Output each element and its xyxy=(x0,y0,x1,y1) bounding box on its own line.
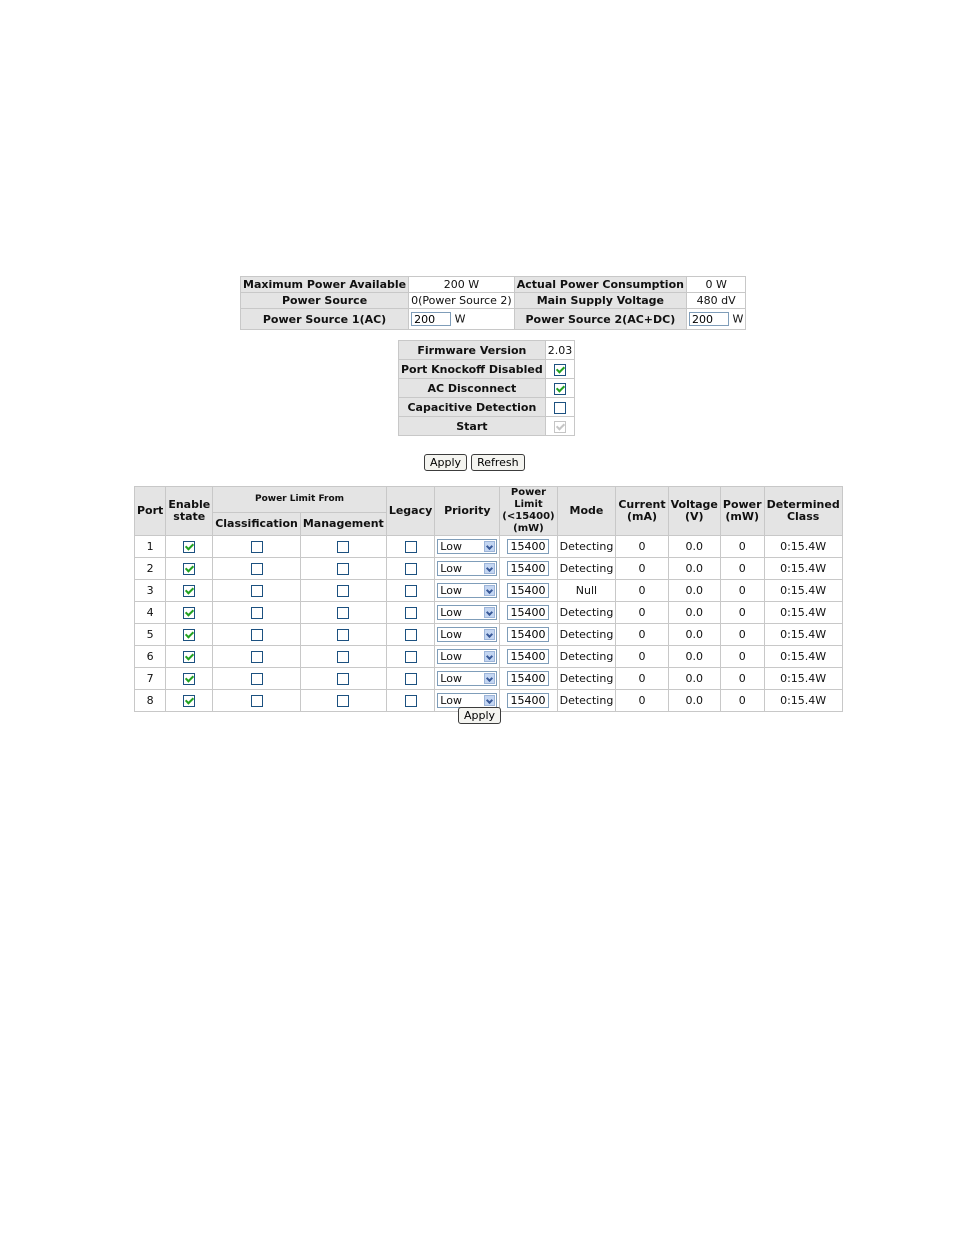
power-value: 0 xyxy=(720,536,764,558)
ps2-unit: W xyxy=(732,312,744,326)
enable-checkbox[interactable] xyxy=(183,541,195,553)
classification-checkbox[interactable] xyxy=(251,541,263,553)
power-limit-input[interactable] xyxy=(507,693,549,708)
max-power-label: Maximum Power Available xyxy=(241,277,409,293)
col-enable: Enable state xyxy=(166,487,213,536)
power-source-value: 0(Power Source 2) xyxy=(409,293,515,309)
col-legacy: Legacy xyxy=(386,487,434,536)
enable-checkbox[interactable] xyxy=(183,607,195,619)
power-source-label: Power Source xyxy=(241,293,409,309)
col-voltage: Voltage (V) xyxy=(668,487,720,536)
voltage-value: 0.0 xyxy=(668,690,720,712)
col-current: Current (mA) xyxy=(616,487,668,536)
chevron-down-icon xyxy=(484,563,495,574)
current-value: 0 xyxy=(616,646,668,668)
port-number: 5 xyxy=(135,624,166,646)
col-limit-from: Power Limit From xyxy=(213,487,387,513)
management-checkbox[interactable] xyxy=(337,673,349,685)
priority-select[interactable] xyxy=(437,561,497,576)
class-value: 0:15.4W xyxy=(764,690,842,712)
priority-select[interactable] xyxy=(437,605,497,620)
main-supply-value: 480 dV xyxy=(686,293,745,309)
ac-disconnect-label: AC Disconnect xyxy=(399,379,546,398)
priority-value: Low xyxy=(440,694,462,707)
class-value: 0:15.4W xyxy=(764,536,842,558)
chevron-down-icon xyxy=(484,629,495,640)
port-table xyxy=(134,486,843,712)
priority-select[interactable] xyxy=(437,539,497,554)
current-value: 0 xyxy=(616,690,668,712)
enable-checkbox[interactable] xyxy=(183,651,195,663)
enable-checkbox[interactable] xyxy=(183,695,195,707)
mode-value: Detecting xyxy=(557,668,616,690)
col-priority: Priority xyxy=(435,487,500,536)
legacy-checkbox[interactable] xyxy=(405,563,417,575)
voltage-value: 0.0 xyxy=(668,646,720,668)
firmware-table xyxy=(398,340,575,436)
classification-checkbox[interactable] xyxy=(251,585,263,597)
power-value: 0 xyxy=(720,690,764,712)
classification-checkbox[interactable] xyxy=(251,695,263,707)
power-limit-input[interactable] xyxy=(507,671,549,686)
current-value: 0 xyxy=(616,668,668,690)
priority-value: Low xyxy=(440,628,462,641)
priority-value: Low xyxy=(440,672,462,685)
power-limit-input[interactable] xyxy=(507,561,549,576)
knockoff-checkbox[interactable] xyxy=(554,364,566,376)
table-row xyxy=(135,580,843,602)
voltage-value: 0.0 xyxy=(668,668,720,690)
power-limit-input[interactable] xyxy=(507,627,549,642)
power-limit-input[interactable] xyxy=(507,605,549,620)
priority-select[interactable] xyxy=(437,649,497,664)
ps1-label: Power Source 1(AC) xyxy=(241,309,409,330)
voltage-value: 0.0 xyxy=(668,624,720,646)
bottom-button-group xyxy=(458,704,501,724)
port-number: 4 xyxy=(135,602,166,624)
legacy-checkbox[interactable] xyxy=(405,629,417,641)
port-number: 7 xyxy=(135,668,166,690)
class-value: 0:15.4W xyxy=(764,558,842,580)
management-checkbox[interactable] xyxy=(337,695,349,707)
ps1-cell xyxy=(409,309,515,330)
mode-value: Detecting xyxy=(557,558,616,580)
priority-value: Low xyxy=(440,584,462,597)
port-number: 6 xyxy=(135,646,166,668)
power-value: 0 xyxy=(720,668,764,690)
enable-checkbox[interactable] xyxy=(183,563,195,575)
classification-checkbox[interactable] xyxy=(251,607,263,619)
start-label: Start xyxy=(399,417,546,436)
legacy-checkbox[interactable] xyxy=(405,673,417,685)
voltage-value: 0.0 xyxy=(668,558,720,580)
main-supply-label: Main Supply Voltage xyxy=(514,293,686,309)
power-summary-table xyxy=(240,276,746,330)
class-value: 0:15.4W xyxy=(764,646,842,668)
ps2-cell xyxy=(686,309,745,330)
port-number: 1 xyxy=(135,536,166,558)
current-value: 0 xyxy=(616,558,668,580)
priority-select[interactable] xyxy=(437,627,497,642)
chevron-down-icon xyxy=(484,607,495,618)
mode-value: Detecting xyxy=(557,602,616,624)
legacy-checkbox[interactable] xyxy=(405,585,417,597)
enable-checkbox[interactable] xyxy=(183,585,195,597)
knockoff-label: Port Knockoff Disabled xyxy=(399,360,546,379)
class-value: 0:15.4W xyxy=(764,668,842,690)
firmware-version-value: 2.03 xyxy=(545,341,575,360)
capacitive-checkbox[interactable] xyxy=(554,402,566,414)
col-power-limit: Power Limit (<15400) (mW) xyxy=(500,487,557,536)
priority-select[interactable] xyxy=(437,583,497,598)
legacy-checkbox[interactable] xyxy=(405,607,417,619)
table-row xyxy=(135,624,843,646)
management-checkbox[interactable] xyxy=(337,563,349,575)
current-value: 0 xyxy=(616,580,668,602)
port-number: 8 xyxy=(135,690,166,712)
mode-value: Detecting xyxy=(557,536,616,558)
actual-consumption-value: 0 W xyxy=(686,277,745,293)
ac-disconnect-checkbox[interactable] xyxy=(554,383,566,395)
voltage-value: 0.0 xyxy=(668,602,720,624)
col-management: Management xyxy=(300,512,386,535)
firmware-version-label: Firmware Version xyxy=(399,341,546,360)
class-value: 0:15.4W xyxy=(764,624,842,646)
management-checkbox[interactable] xyxy=(337,541,349,553)
max-power-value: 200 W xyxy=(409,277,515,293)
mode-value: Detecting xyxy=(557,624,616,646)
legacy-checkbox[interactable] xyxy=(405,541,417,553)
chevron-down-icon xyxy=(484,651,495,662)
management-checkbox[interactable] xyxy=(337,651,349,663)
power-limit-input[interactable] xyxy=(507,539,549,554)
col-power: Power (mW) xyxy=(720,487,764,536)
management-checkbox[interactable] xyxy=(337,607,349,619)
apply-ports-button[interactable]: Apply xyxy=(458,707,501,724)
priority-select[interactable] xyxy=(437,671,497,686)
classification-checkbox[interactable] xyxy=(251,563,263,575)
class-value: 0:15.4W xyxy=(764,580,842,602)
col-mode: Mode xyxy=(557,487,616,536)
chevron-down-icon xyxy=(484,585,495,596)
power-value: 0 xyxy=(720,646,764,668)
current-value: 0 xyxy=(616,602,668,624)
mode-value: Detecting xyxy=(557,646,616,668)
management-checkbox[interactable] xyxy=(337,629,349,641)
classification-checkbox[interactable] xyxy=(251,673,263,685)
power-limit-input[interactable] xyxy=(507,649,549,664)
mode-value: Null xyxy=(557,580,616,602)
priority-value: Low xyxy=(440,606,462,619)
legacy-checkbox[interactable] xyxy=(405,695,417,707)
refresh-button[interactable]: Refresh xyxy=(471,454,525,471)
ps2-label: Power Source 2(AC+DC) xyxy=(514,309,686,330)
table-row xyxy=(135,558,843,580)
port-number: 3 xyxy=(135,580,166,602)
classification-checkbox[interactable] xyxy=(251,629,263,641)
voltage-value: 0.0 xyxy=(668,580,720,602)
priority-value: Low xyxy=(440,562,462,575)
ps1-unit: W xyxy=(454,312,466,326)
power-limit-input[interactable] xyxy=(507,583,549,598)
voltage-value: 0.0 xyxy=(668,536,720,558)
capacitive-label: Capacitive Detection xyxy=(399,398,546,417)
table-row xyxy=(135,602,843,624)
port-number: 2 xyxy=(135,558,166,580)
col-port: Port xyxy=(135,487,166,536)
ps2-input[interactable] xyxy=(689,312,729,326)
current-value: 0 xyxy=(616,536,668,558)
col-class: Determined Class xyxy=(764,487,842,536)
priority-value: Low xyxy=(440,540,462,553)
enable-checkbox[interactable] xyxy=(183,673,195,685)
power-value: 0 xyxy=(720,624,764,646)
mode-value: Detecting xyxy=(557,690,616,712)
power-value: 0 xyxy=(720,580,764,602)
table-row xyxy=(135,536,843,558)
table-row xyxy=(135,646,843,668)
legacy-checkbox[interactable] xyxy=(405,651,417,663)
col-classification: Classification xyxy=(213,512,301,535)
power-value: 0 xyxy=(720,558,764,580)
table-row xyxy=(135,668,843,690)
ps1-input[interactable] xyxy=(411,312,451,326)
start-checkbox xyxy=(554,421,566,433)
top-button-group xyxy=(424,451,529,471)
priority-value: Low xyxy=(440,650,462,663)
current-value: 0 xyxy=(616,624,668,646)
chevron-down-icon xyxy=(484,673,495,684)
class-value: 0:15.4W xyxy=(764,602,842,624)
actual-consumption-label: Actual Power Consumption xyxy=(514,277,686,293)
management-checkbox[interactable] xyxy=(337,585,349,597)
power-value: 0 xyxy=(720,602,764,624)
chevron-down-icon xyxy=(484,541,495,552)
enable-checkbox[interactable] xyxy=(183,629,195,641)
apply-button[interactable]: Apply xyxy=(424,454,467,471)
classification-checkbox[interactable] xyxy=(251,651,263,663)
